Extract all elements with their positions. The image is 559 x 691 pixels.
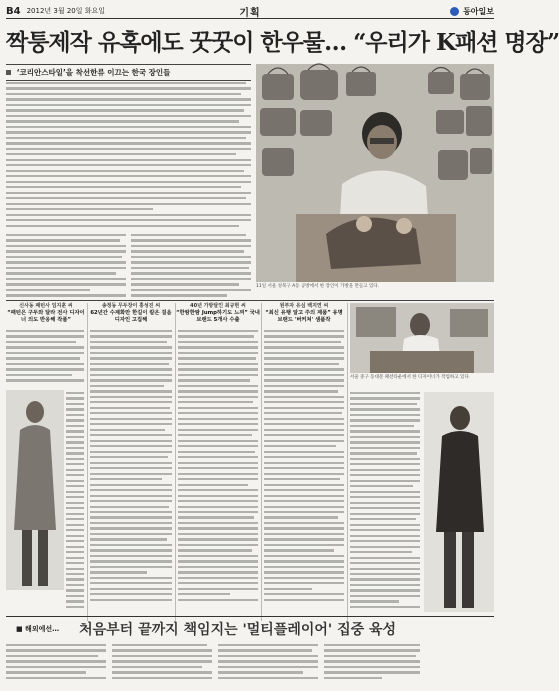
bottom-text-1 (6, 644, 106, 688)
workshop-photo-art (256, 64, 494, 282)
column-tag: 신사동 패턴사 임지훈 씨 (19, 303, 73, 309)
page-number: B4 (6, 5, 21, 17)
col5-text (350, 392, 420, 612)
page-header (6, 4, 494, 19)
subheadline (6, 64, 251, 81)
column-rule (347, 303, 348, 621)
column-rule (261, 303, 262, 621)
model-photo-right-art (424, 392, 494, 612)
designer-photo (350, 303, 494, 373)
bottom-text-2 (112, 644, 212, 688)
col3-text (178, 330, 258, 612)
issue-date: 2012년 3월 20일 화요일 (26, 7, 106, 15)
bottom-section-title: 처음부터 끝까지 책임지는 '멀티플레이어' 집중 육성 (79, 622, 397, 638)
right-photo-caption: 서울 중구 동대문 패션타운에서 한 디자이너가 작업하고 있다. (350, 375, 471, 380)
model-photo-left (6, 390, 64, 590)
brand-logo-icon (450, 7, 459, 16)
brand-name: 동아일보 (463, 6, 494, 16)
column-head-3 (176, 303, 260, 325)
top-photo-caption: 11일 서울 성북구 A동 공방에서 한 장인이 가방을 만들고 있다. (256, 284, 380, 289)
model-photo-left-art (6, 390, 64, 590)
bottom-section-tag: ■ 해외에선… (16, 625, 60, 633)
bottom-section-header (6, 616, 494, 641)
column-title: “패턴은 구두와 달라 전사 디자이너 의도 반응해 작품” (7, 310, 85, 323)
body-text-col-b (131, 234, 251, 300)
column-tag: 40년 가방달인 최규현 씨 (190, 303, 246, 309)
column-rule (87, 303, 88, 621)
section-divider (6, 300, 494, 301)
column-rule (175, 303, 176, 621)
col1-text (6, 330, 84, 386)
column-head-4 (262, 303, 346, 325)
col4-text (264, 330, 344, 612)
bottom-text-3 (218, 644, 318, 688)
main-headline: 짝퉁제작 유혹에도 꿋꿋이 한우물… “우리가 K패션 명장” (6, 29, 559, 56)
column-tag: 원부자 유심 백지연 씨 (279, 303, 329, 309)
column-head-2 (88, 303, 174, 325)
column-head-1 (6, 303, 86, 325)
workshop-photo (256, 64, 494, 282)
designer-photo-art (350, 303, 494, 373)
bottom-text-4 (324, 644, 420, 688)
body-text-col-a (6, 234, 126, 300)
column-tag: 송정동 무두장이 홍성진 씨 (101, 303, 161, 309)
column-title: 62년간 수제화만 한길이 칼온 걸음 디자인 고집해 (90, 310, 172, 323)
body-text-lead (6, 82, 251, 230)
column-title: “한땀한땀 Jump하기도 느껴” 국내 브랜드 5개사 수출 (176, 310, 260, 323)
subheadline-text: ‘코리안스타일’을 착선한류 이끄는 한국 장인들 (16, 68, 171, 77)
section-label: 기획 (239, 7, 261, 19)
model-photo-right (424, 392, 494, 612)
column-title: “최신 유행 알고 주의 제품” 유명 브랜드 '버커쳐' 샘플작 (265, 310, 343, 323)
col2-text (90, 330, 172, 612)
col1-text-narrow (66, 392, 84, 612)
bullet-square-icon (6, 70, 11, 75)
